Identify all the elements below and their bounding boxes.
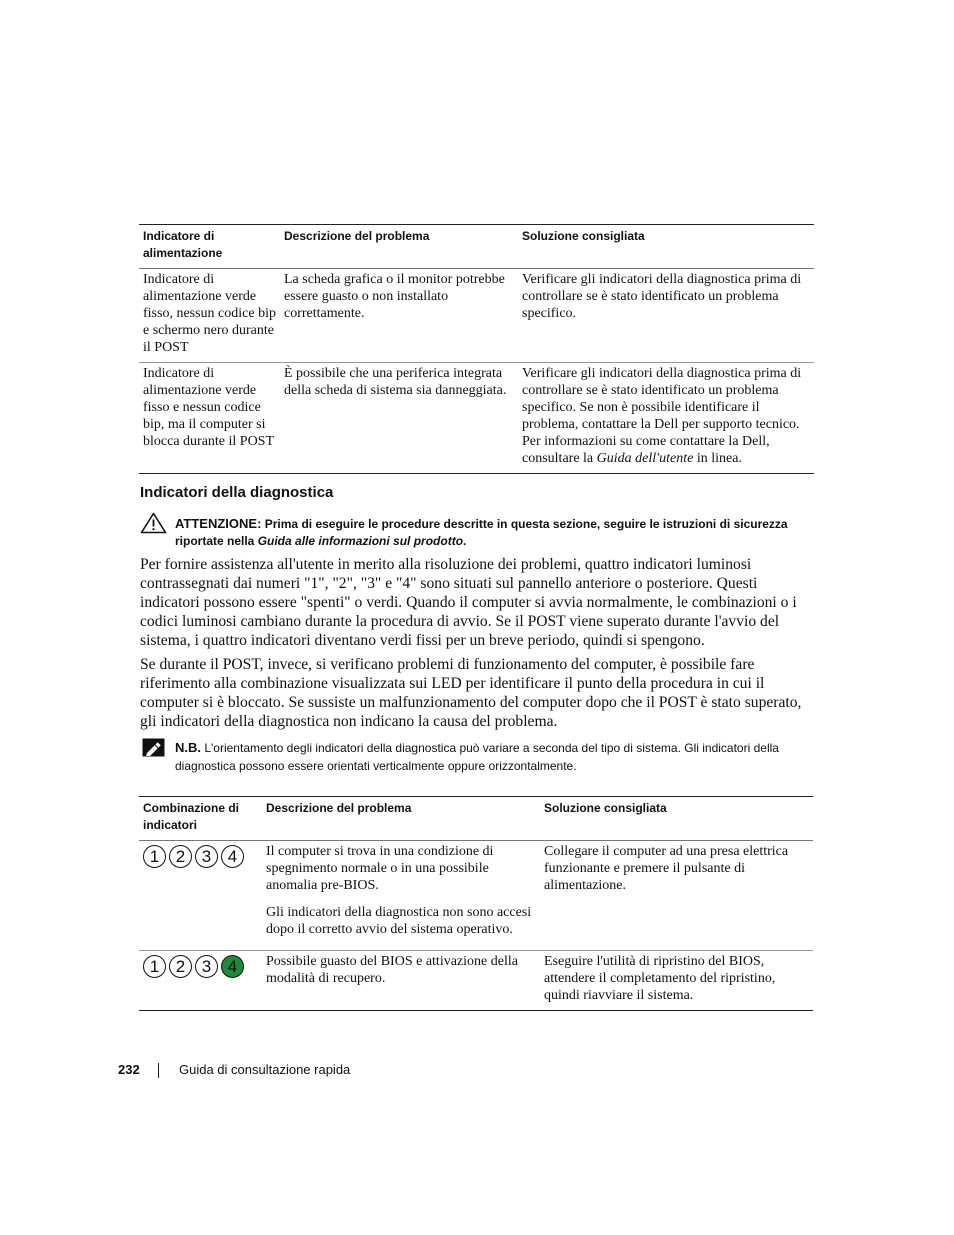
table-row [139, 269, 814, 363]
led-combination [143, 955, 258, 978]
problem-cell: Possibile guasto del BIOS e attivazione della modalità di recupero. [266, 954, 518, 986]
solution-cell: Verificare gli indicatori della diagnostica prima di controllare se è stato identificato un problema specifico. [522, 272, 802, 321]
problem-text: Gli indicatori della diagnostica non sono accesi dopo il corretto avvio del sistema operativo. [266, 905, 532, 937]
led-combination [143, 845, 258, 868]
note-label: N.B. [175, 740, 201, 755]
table-row [139, 841, 813, 951]
diagnostic-led-1: 1 [143, 845, 166, 868]
table-header-row [139, 225, 814, 269]
body-paragraph: Se durante il POST, invece, si verificano problemi di funzionamento del computer, è possibile fare riferimento alla combinazione visualizzata sui LED per identificare il punto della procedura in cui il computer si è bloccato. Se sussiste un malfunzionamento del computer dopo che il POST è stato superato, gli indicatori della diagnostica non indicano la causa del problema. [140, 656, 802, 730]
solution-cell: Eseguire l'utilità di ripristino del BIOS, attendere il completamento del ripristino, quindi riavviare il sistema. [544, 954, 776, 1003]
column-header: Combinazione di indicatori [143, 801, 239, 832]
problem-text: Il computer si trova in una condizione di spegnimento normale o in una possibile anomalia pre-BIOS. [266, 844, 494, 893]
pencil-note-icon [142, 738, 168, 758]
table-row [139, 951, 813, 1011]
column-header: Indicatore di alimentazione [143, 229, 223, 260]
diagnostic-lights-table [139, 796, 813, 1011]
warning-text: ATTENZIONE: Prima di eseguire le procedure descritte in questa sezione, seguire le istruzioni di sicurezza riportate nella Guida alle informazioni sul prodotto. [175, 516, 788, 548]
table-header-row [139, 797, 813, 841]
problem-cell [262, 841, 540, 951]
footer-title: Guida di consultazione rapida [179, 1062, 351, 1077]
warning-label: ATTENZIONE: [175, 516, 262, 531]
diagnostic-led-2: 2 [169, 845, 192, 868]
led-combination-cell [139, 951, 262, 1011]
body-paragraph: Per fornire assistenza all'utente in merito alla risoluzione dei problemi, quattro indicatori luminosi contrassegnati dai numeri "1", "2", "3" e "4" sono situati sul pannello anteriore o posteriore. Questi indicatori possono essere "spenti" o verdi. Quando il computer si avvia normalmente, le combinazioni o i codici luminosi cambiano durante la procedura di avvio. Se il POST viene superato durante l'avvio del sistema, i quattro indicatori diventano verdi fissi per un breve periodo, quindi si spengono. [140, 556, 797, 649]
diagnostic-led-1: 1 [143, 955, 166, 978]
column-header: Descrizione del problema [266, 801, 412, 815]
column-header: Soluzione consigliata [544, 801, 667, 815]
indicator-cell: Indicatore di alimentazione verde fisso, nessun codice bip e schermo nero durante il POST [143, 272, 276, 355]
solution-cell [518, 363, 814, 474]
problem-cell: È possibile che una periferica integrata della scheda di sistema sia danneggiata. [284, 366, 507, 398]
solution-text: Verificare gli indicatori della diagnostica prima di controllare se è stato identificato un problema specifico. Se non è possibile identificare il problema, contattare la Dell per supporto tecnico. Per informazioni su come contattare la Dell, consultare la [522, 366, 802, 466]
warning-guide-title: Guida alle informazioni sul prodotto [257, 534, 464, 548]
solution-text-end: in linea. [693, 451, 742, 466]
diagnostic-led-4: 4 [221, 845, 244, 868]
solution-cell: Collegare il computer ad una presa elettrica funzionante e premere il pulsante di alimentazione. [544, 844, 789, 893]
column-header: Soluzione consigliata [522, 229, 645, 243]
diagnostic-led-3: 3 [195, 955, 218, 978]
note-text: N.B. L'orientamento degli indicatori della diagnostica può variare a seconda del tipo di sistema. Gli indicatori della diagnostica possono essere orientati verticalmente oppure orizzontalmente. [175, 740, 779, 773]
power-indicator-table [139, 224, 814, 474]
column-header: Descrizione del problema [284, 229, 430, 243]
warning-triangle-icon [140, 512, 167, 534]
table-row [139, 363, 814, 474]
section-title: Indicatori della diagnostica [140, 484, 334, 501]
problem-cell: La scheda grafica o il monitor potrebbe essere guasto o non installato correttamente. [284, 272, 505, 321]
diagnostic-led-4: 4 [221, 955, 244, 978]
page-number: 232 [118, 1062, 140, 1077]
footer-divider [158, 1063, 159, 1078]
diagnostic-led-3: 3 [195, 845, 218, 868]
indicator-cell: Indicatore di alimentazione verde fisso e nessun codice bip, ma il computer si blocca durante il POST [143, 366, 275, 449]
solution-guide-title: Guida dell'utente [596, 451, 694, 466]
diagnostic-led-2: 2 [169, 955, 192, 978]
led-combination-cell [139, 841, 262, 951]
